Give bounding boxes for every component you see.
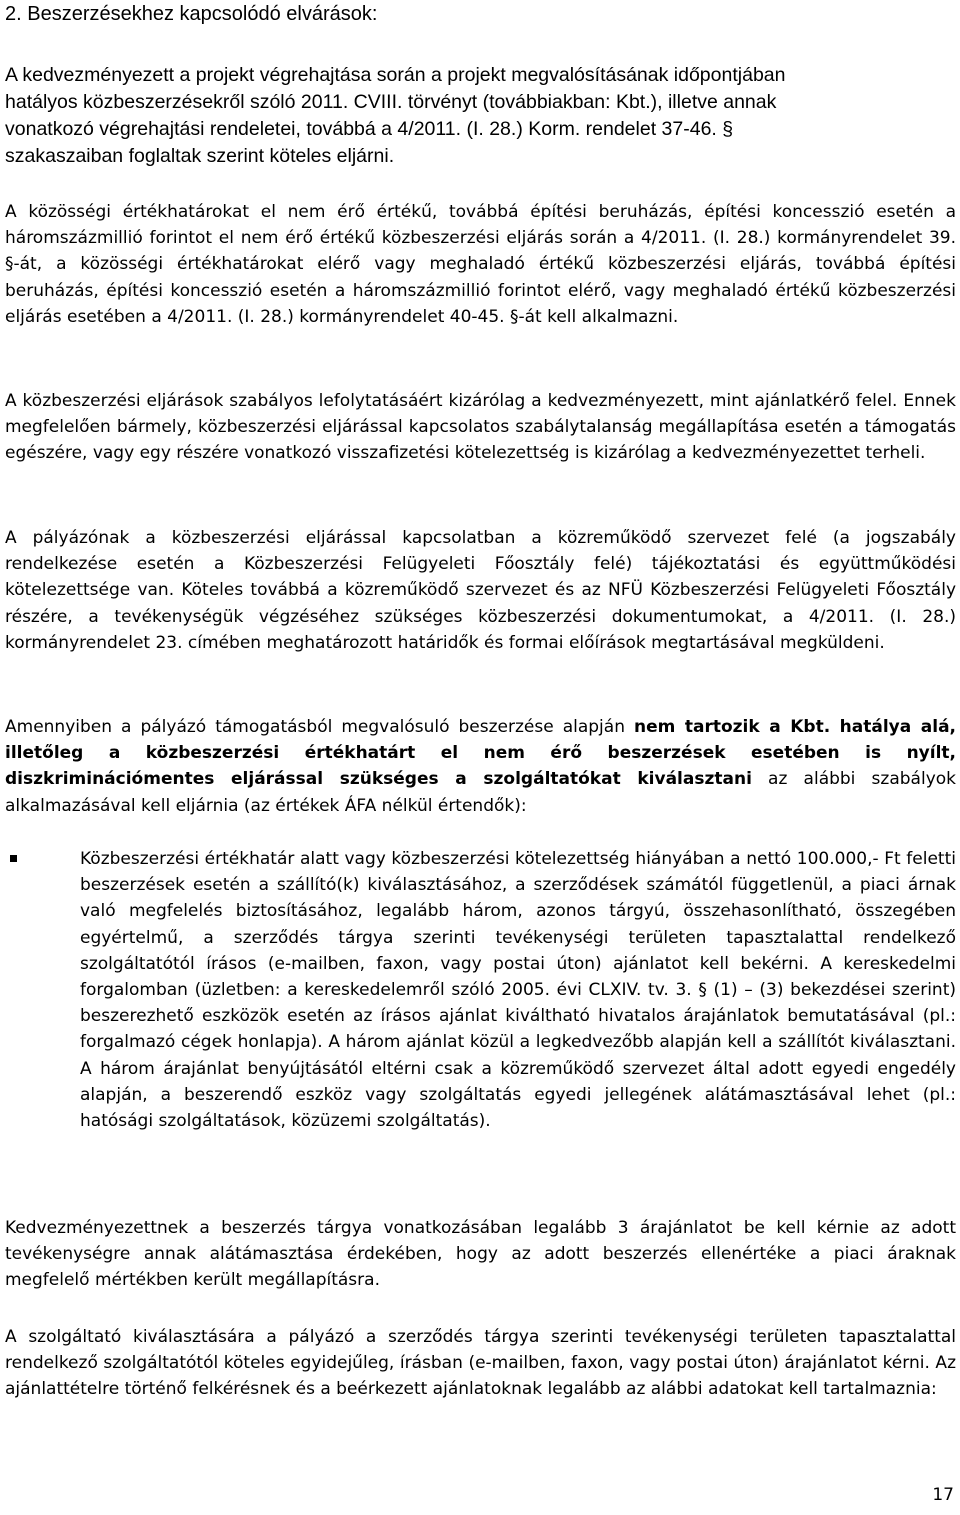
paragraph-kozossegi-ertekhatar: A közösségi értékhatárokat el nem érő értékű, továbbá építési beruházás, építési koncesszió esetén a háromszázmillió forintot el nem érő értékű közbeszerzési eljárás során a 4/2011. (I. 28.) kormányrendelet 39. §-át, a közösségi értékhatárokat elérő vagy meghaladó értékű közbeszerzési eljárás, továbbá építési beruházás, építési koncesszió esetén a háromszázmillió forintot elérő, vagy meghaladó értékű közbeszerzési eljárás esetében a 4/2011. (I. 28.) kormányrendelet 40-45. §-át kell alkalmazni. <box>5 202 956 327</box>
section-heading: 2. Beszerzésekhez kapcsolódó elvárások: <box>5 3 378 25</box>
intro-line: A kedvezményezett a projekt végrehajtása során a projekt megvalósításának időpontjában <box>5 64 786 86</box>
bullet-list <box>5 846 956 1134</box>
paragraph-amennyiben <box>5 714 956 819</box>
paragraph-eljaras-lefolytatas: A közbeszerzési eljárások szabályos lefolytatásáért kizárólag a kedvezményezett, mint ajánlatkérő felel. Ennek megfelelően bármely, közbeszerzési eljárással kapcsolatos szabálytalanság megállapítása esetén a támogatás egészére, vagy egy részére vonatkozó visszafizetési kötelezettség is kizárólag a kedvezményezettet terheli. <box>5 391 956 464</box>
amennyiben-text-end: az alábbi szabályok alkalmazásával kell eljárnia (az értékek ÁFA nélkül értendők): <box>5 769 956 816</box>
amennyiben-text: Amennyiben a pályázó támogatásból megvalósuló beszerzése alapján <box>5 717 634 737</box>
paragraph-szolgaltato-kivalasztas: A szolgáltató kiválasztására a pályázó a szerződés tárgya szerinti tevékenységi területen tapasztalattal rendelkező szolgáltatótól köteles egyidejűleg, írásban (e-mailben, faxon, vagy postai úton) árajánlatot kérni. Az ajánlattételre történő felkérésnek és a beérkezett ajánlatoknak legalább az alábbi adatokat kell tartalmaznia: <box>5 1327 956 1400</box>
intro-line: hatályos közbeszerzésekről szóló 2011. CVIII. törvényt (továbbiakban: Kbt.), illetve annak <box>5 91 777 113</box>
intro-paragraph <box>5 62 956 170</box>
paragraph-palyazo-tajekoztatas: A pályázónak a közbeszerzési eljárással kapcsolatban a közreműködő szervezet felé (a jogszabály rendelkezése esetén a Közbeszerzési Felügyeleti Főosztály felé) tájékoztatási és együttműködési kötelezettsége van. Köteles továbbá a közreműködő szervezet és az NFÜ Közbeszerzési Felügyeleti Főosztály részére, a tevékenységük végzéséhez szükséges közbeszerzési dokumentumokat, a 4/2011. (I. 28.) kormányrendelet 23. címében meghatározott határidők és formai előírások megtartásával megküldeni. <box>5 528 956 653</box>
square-bullet-icon <box>10 855 17 862</box>
bullet-item-text: Közbeszerzési értékhatár alatt vagy közbeszerzési kötelezettség hiányában a nettó 100.000,- Ft feletti beszerzések esetén a szállító(k) kiválasztásához, a szerződések számától függetlenül, a piaci árnak való megfelelés biztosításához, legalább három, azonos tárgyú, összehasonlítható, összegében egyértelmű, a szerződés tárgya szerinti tevékenységi területen tapasztalattal rendelkező szolgáltatótól írásos (e-mailben, faxon, vagy postai úton) ajánlatot kell bekérni. A kereskedelmi forgalomban (üzletben: a kereskedelemről szóló 2005. évi CLXIV. tv. 3. § (1) – (3) bekezdései szerint) beszerezhető eszközök esetén az írásos ajánlat kiváltható hivatalos árajánlatok bemutatásával (pl.: forgalmazó cégek honlapja). A három ajánlat közül a legkedvezőbb alapján kell a szállítót kiválasztani. A három árajánlat benyújtásától eltérni csak a közreműködő szervezet által adott egyedi engedély alapján, a beszerendő eszköz vagy szolgáltatás egyedi jellegének alátámasztásával lehet (pl.: hatósági szolgáltatások, közüzemi szolgáltatás). <box>80 849 956 1132</box>
page-number: 17 <box>932 1485 954 1505</box>
intro-line: vonatkozó végrehajtási rendeletei, továbbá a 4/2011. (I. 28.) Korm. rendelet 37-46. § <box>5 118 734 140</box>
paragraph-kedvezmenyezettnek: Kedvezményezettnek a beszerzés tárgya vonatkozásában legalább 3 árajánlatot be kell kérnie az adott tevékenységre annak alátámasztása érdekében, hogy az adott beszerzés ellenértéke a piaci áraknak megfelelő mértékben került megállapításra. <box>5 1218 956 1291</box>
amennyiben-bold-text: nem tartozik a Kbt. hatálya alá, illetőleg a közbeszerzési értékhatárt el nem érő beszerzések esetében is nyílt, diszkriminációmentes eljárással szükséges a szolgáltatókat kiválasztani <box>5 717 956 790</box>
intro-line: szakaszaiban foglaltak szerint köteles eljárni. <box>5 145 395 167</box>
